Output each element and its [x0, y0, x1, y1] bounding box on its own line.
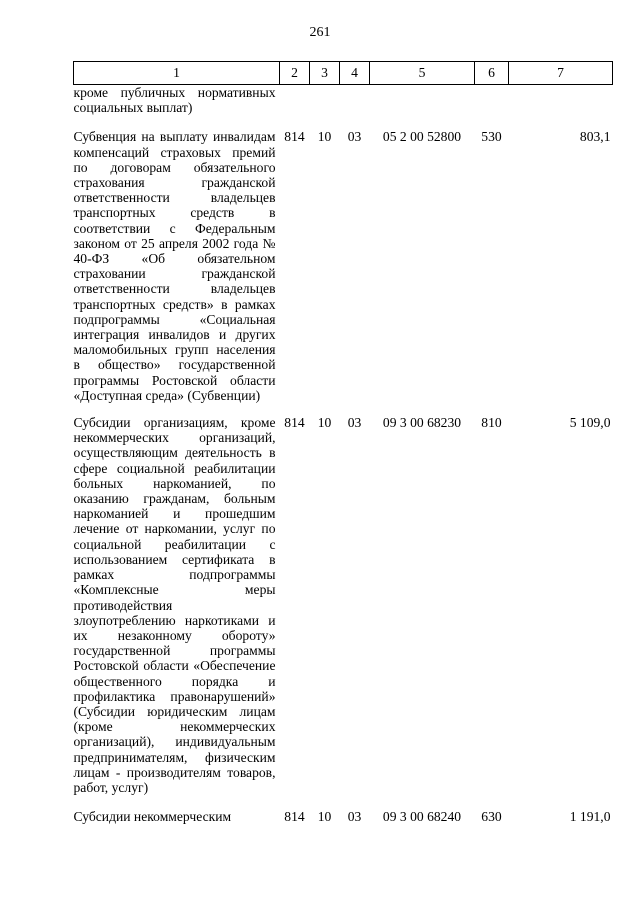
- table-row: [74, 795, 613, 824]
- column-header-2: 2: [280, 62, 310, 85]
- row-ministry-code: 814: [284, 809, 305, 825]
- column-header-1: 1: [74, 62, 280, 85]
- row-amount: 803,1: [579, 129, 611, 145]
- row-subsection-code: 03: [347, 129, 362, 145]
- row-expense-type: 530: [481, 129, 502, 145]
- row-target-article: 05 2 00 52800: [382, 129, 462, 145]
- budget-table: [73, 61, 613, 824]
- column-header-3: 3: [310, 62, 340, 85]
- column-header-5: 5: [370, 62, 475, 85]
- row-amount: 1 191,0: [569, 809, 611, 825]
- table-row: [74, 121, 613, 403]
- column-header-4: 4: [340, 62, 370, 85]
- row-description: Субсидии организациям, кроме некоммерческих организаций, осуществляющим деятельность в сфере социальной реабилитации больных наркоманией, по оказанию гражданам, больным наркоманией и прошедшим лечение от наркомании, услуг по социальной реабилитации с использованием сертификата в рамках подпрограммы «Комплексные меры противодействия злоупотреблению наркотиками и их незаконному обороту» государственной программы Ростовской области «Обеспечение общественного порядка и профилактика правонарушений» (Субсидии юридическим лицам (кроме некоммерческих организаций), индивидуальным предпринимателям, физическим лицам - производителям товаров, работ, услуг): [73, 415, 276, 795]
- table-row-continuation: [74, 85, 613, 122]
- row-amount: 5 109,0: [569, 415, 611, 431]
- row-expense-type: 810: [481, 415, 502, 431]
- row-subsection-code: 03: [347, 809, 362, 825]
- row-subsection-code: 03: [347, 415, 362, 431]
- row-section-code: 10: [317, 129, 332, 145]
- row-expense-type: 630: [481, 809, 502, 825]
- table-row: [74, 403, 613, 795]
- column-number-header-row: [74, 62, 613, 85]
- row-ministry-code: 814: [284, 415, 305, 431]
- row-description: Субвенция на выплату инвалидам компенсаций страховых премий по договорам обязательного страхования гражданской ответственности владельцев транспортных средств в соответствии с Федеральным законом от 25 апреля 2002 года № 40-ФЗ «Об обязательном страховании гражданской ответственности владельцев транспортных средств» в рамках подпрограммы «Социальная интеграция инвалидов и других маломобильных групп населения в общество» государственной программы Ростовской области «Доступная среда» (Субвенции): [73, 129, 276, 403]
- column-header-7: 7: [509, 62, 613, 85]
- row-section-code: 10: [317, 809, 332, 825]
- row-ministry-code: 814: [284, 129, 305, 145]
- column-header-6: 6: [475, 62, 509, 85]
- row-target-article: 09 3 00 68230: [382, 415, 462, 431]
- row-section-code: 10: [317, 415, 332, 431]
- row-description: Субсидии некоммерческим: [73, 809, 232, 825]
- row-target-article: 09 3 00 68240: [382, 809, 462, 825]
- page-number: 261: [309, 25, 331, 40]
- row-description: кроме публичных нормативных социальных выплат): [73, 85, 276, 116]
